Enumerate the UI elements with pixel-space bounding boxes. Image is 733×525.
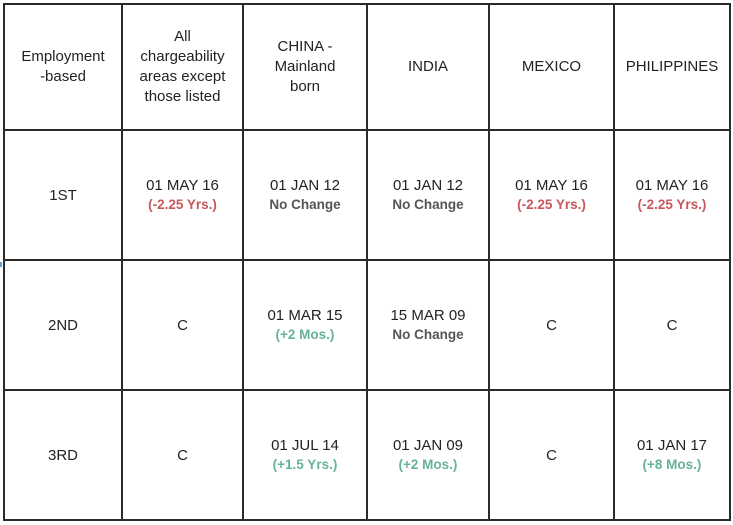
table-cell [489,390,614,520]
cell-change: (-2.25 Yrs.) [148,197,217,212]
table-cell [122,260,243,390]
cell-date: C [666,316,678,334]
cell-date: 01 JAN 12 [269,177,341,194]
header-line: areas except [139,68,226,85]
row-label: 1ST [4,130,122,260]
header-line: Mainland [274,58,336,75]
edge-marker [0,262,2,267]
table-cell [367,130,489,260]
cell-date: C [177,316,188,334]
table-cell [122,390,243,520]
cell-date: C [546,446,557,464]
table-cell [243,260,367,390]
table-cell [243,390,367,520]
cell-date: 01 JUL 14 [271,437,339,454]
cell-change: No Change [269,197,341,212]
cell-change: (+2 Mos.) [275,327,335,342]
cell-date: 01 JAN 09 [392,437,464,454]
table-row [4,260,730,390]
table-cell [489,130,614,260]
row-label: 3RD [4,390,122,520]
cell-date: C [177,446,188,464]
header-row [4,4,730,130]
header-all-chargeability [122,4,243,130]
header-line: All [174,28,191,45]
cell-change: (-2.25 Yrs.) [517,197,586,212]
cell-date: C [546,316,557,334]
table-cell [614,130,730,260]
table-row [4,390,730,520]
cell-change: (-2.25 Yrs.) [637,197,707,212]
cell-date: 01 MAY 16 [635,177,709,194]
cell-change: No Change [392,327,464,342]
header-line: CHINA - [277,38,333,55]
cell-date: 01 MAR 15 [267,307,343,324]
visa-bulletin-table-container [3,3,729,520]
table-cell [367,390,489,520]
cell-change: (+2 Mos.) [398,457,458,472]
table-cell [243,130,367,260]
visa-bulletin-table [3,3,731,521]
cell-date: 15 MAR 09 [390,307,466,324]
header-india: INDIA [367,4,489,130]
header-line: -based [40,68,86,85]
header-china [243,4,367,130]
header-line: born [289,78,321,95]
table-cell [122,130,243,260]
cell-date: 01 MAY 16 [515,177,588,194]
cell-date: 01 MAY 16 [146,177,219,194]
header-line: those listed [144,88,221,105]
header-line: chargeability [140,48,225,65]
table-row [4,130,730,260]
table-cell [614,260,730,390]
table-cell [614,390,730,520]
cell-change: (+8 Mos.) [642,457,702,472]
cell-change: No Change [392,197,464,212]
header-philippines: PHILIPPINES [614,4,730,130]
header-employment-based [4,4,122,130]
table-cell [489,260,614,390]
header-line: Employment [21,48,105,65]
row-label: 2ND [4,260,122,390]
cell-change: (+1.5 Yrs.) [272,457,338,472]
header-mexico: MEXICO [489,4,614,130]
cell-date: 01 JAN 12 [392,177,464,194]
cell-date: 01 JAN 17 [636,437,708,454]
table-cell [367,260,489,390]
